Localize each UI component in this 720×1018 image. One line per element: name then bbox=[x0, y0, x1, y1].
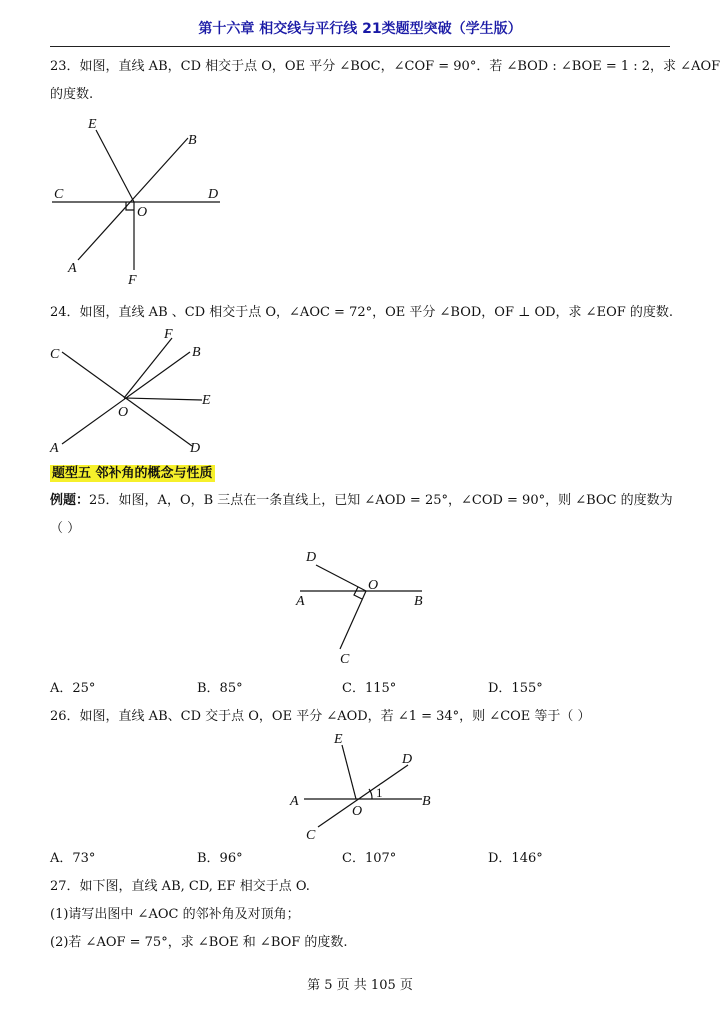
page-header-title: 第十六章 相交线与平行线 21类题型突破（学生版） bbox=[198, 21, 522, 37]
q26-label-d: D bbox=[402, 752, 413, 767]
q26-label-angle-1: 1 bbox=[376, 785, 383, 800]
q23-label-d: D bbox=[208, 187, 219, 202]
q25-ray-oc bbox=[340, 591, 366, 649]
q27-part-2: (2)若 ∠AOF = 75°，求 ∠BOE 和 ∠BOF 的度数. bbox=[50, 935, 348, 950]
q24-ray-of bbox=[124, 338, 172, 398]
q26-figure bbox=[280, 725, 450, 845]
q26-line-cd bbox=[318, 765, 408, 827]
q26-text-line1: 26．如图，直线 AB、CD 交于点 O，OE 平分 ∠AOD，若 ∠1 = 34°，则 ∠COE 等于（ ） bbox=[50, 709, 591, 724]
q24-ray-oe bbox=[124, 398, 202, 400]
q25-label-d: D bbox=[306, 550, 317, 565]
q25-label-b: B bbox=[414, 594, 423, 609]
q23-label-e: E bbox=[88, 117, 97, 132]
q24-label-o: O bbox=[118, 405, 129, 420]
q26-label-b: B bbox=[422, 794, 431, 809]
q25-text-line2: （ ） bbox=[50, 521, 81, 536]
q26-option-a: A．73° bbox=[50, 851, 96, 866]
q24-label-a: A bbox=[50, 441, 59, 456]
q23-label-a: A bbox=[68, 261, 77, 276]
q23-label-f: F bbox=[128, 273, 137, 288]
q25-option-b: B．85° bbox=[197, 681, 243, 696]
q25-stem: 25．如图，A，O，B 三点在一条直线上，已知 ∠AOD = 25°，∠COD = 90°，则 ∠BOC 的度数为 bbox=[89, 493, 673, 508]
page-footer-number: 第 5 页 共 105 页 bbox=[307, 978, 413, 993]
section-heading bbox=[50, 462, 215, 481]
q26-label-o: O bbox=[352, 804, 363, 819]
q23-ray-oe bbox=[96, 130, 134, 202]
q25-label-c: C bbox=[340, 652, 350, 667]
q24-label-d: D bbox=[190, 441, 201, 456]
q23-text-line1: 23．如图，直线 AB，CD 相交于点 O，OE 平分 ∠BOC，∠COF = 90°．若 ∠BOD : ∠BOE = 1 : 2，求 ∠AOF bbox=[50, 59, 720, 74]
q26-label-e: E bbox=[334, 732, 343, 747]
q26-ray-oe bbox=[342, 745, 356, 799]
q24-label-e: E bbox=[202, 393, 211, 408]
q24-label-f: F bbox=[164, 327, 173, 342]
q24-figure bbox=[40, 322, 240, 456]
q26-label-a: A bbox=[290, 794, 299, 809]
q26-option-b: B．96° bbox=[197, 851, 243, 866]
q24-label-b: B bbox=[192, 345, 201, 360]
section-5-title: 题型五 邻补角的概念与性质 bbox=[52, 466, 213, 481]
q25-text-line1 bbox=[50, 492, 673, 510]
q27-part-1: (1)请写出图中 ∠AOC 的邻补角及对顶角； bbox=[50, 907, 300, 922]
q26-option-c: C．107° bbox=[342, 851, 397, 866]
q26-option-d: D．146° bbox=[488, 851, 543, 866]
q25-option-a: A．25° bbox=[50, 681, 96, 696]
q23-label-c: C bbox=[54, 187, 64, 202]
header-divider bbox=[50, 46, 670, 47]
q27-text-line1: 27．如下图，直线 AB, CD, EF 相交于点 O. bbox=[50, 879, 310, 894]
q25-example-prefix: 例题： bbox=[50, 493, 90, 508]
q23-text-line2: 的度数. bbox=[50, 87, 94, 102]
q25-figure bbox=[280, 545, 450, 670]
q25-label-o: O bbox=[368, 578, 379, 593]
q23-figure bbox=[40, 110, 240, 290]
q23-label-o: O bbox=[137, 205, 148, 220]
q24-label-c: C bbox=[50, 347, 60, 362]
q24-text-line1: 24．如图，直线 AB 、CD 相交于点 O，∠AOC = 72°，OE 平分 ∠BOD，OF ⊥ OD，求 ∠EOF 的度数. bbox=[50, 305, 674, 320]
q25-option-c: C．115° bbox=[342, 681, 397, 696]
q26-label-c: C bbox=[306, 828, 316, 843]
q25-option-d: D．155° bbox=[488, 681, 543, 696]
q23-label-b: B bbox=[188, 133, 197, 148]
q25-ray-od bbox=[316, 565, 366, 591]
q25-label-a: A bbox=[296, 594, 305, 609]
